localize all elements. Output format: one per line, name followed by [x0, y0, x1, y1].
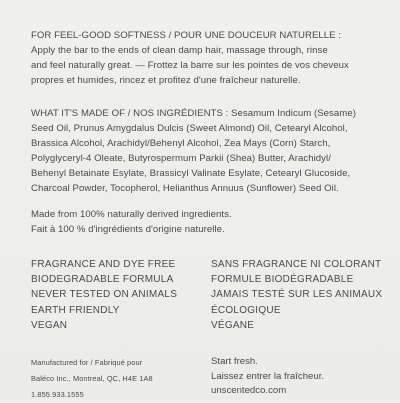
tagline-en: Start fresh.	[211, 356, 258, 368]
claim-item: BIODEGRADABLE FORMULA	[31, 274, 174, 286]
instructions-section	[31, 28, 386, 88]
claims-section	[31, 257, 386, 333]
claim-item: VEGAN	[31, 319, 68, 331]
ingredients-line: Polyglyceryl-4 Oleate, Butyrospermum Parkii (Shea) Butter, Arachidyl/	[31, 153, 331, 164]
claim-item: ÉCOLOGIQUE	[211, 304, 281, 316]
ingredients-line: Seed Oil, Prunus Amygdalus Dulcis (Sweet Almond) Oil, Cetearyl Alcohol,	[31, 123, 348, 134]
origin-line-en: Made from 100% naturally derived ingredients.	[31, 209, 232, 220]
claim-item: SANS FRAGRANCE NI COLORANT	[211, 259, 382, 270]
footer	[31, 355, 386, 403]
ingredients-line: Brassica Alcohol, Arachidyl/Behenyl Alcohol, Zea Mays (Corn) Starch,	[31, 138, 331, 149]
manufacturer-label: Manufactured for / Fabriqué pour	[31, 358, 143, 368]
ingredients-line: Charcoal Powder, Tocopherol, Helianthus Annuus (Sunflower) Seed Oil.	[31, 183, 339, 194]
claims-english	[31, 257, 211, 333]
instructions-line: and feel naturally great. — Frottez la barre sur les pointes de vos cheveux	[31, 60, 349, 71]
origin-line-fr: Fait à 100 % d'ingrédients d'origine naturelle.	[31, 224, 225, 235]
claim-item: JAMAIS TESTÉ SUR LES ANIMAUX	[211, 289, 383, 301]
instructions-line: Apply the bar to the ends of clean damp hair, massage through, rinse	[31, 45, 328, 56]
instructions-line: propres et humides, rincez et profitez d'une fraîcheur naturelle.	[31, 75, 301, 86]
tagline-block	[211, 355, 386, 403]
ingredients-section	[31, 106, 386, 196]
claim-item: EARTH FRIENDLY	[31, 304, 120, 316]
claim-item: NEVER TESTED ON ANIMALS	[31, 289, 178, 301]
tagline-fr: Laissez entrer la fraîcheur.	[211, 370, 325, 382]
origin-statement	[31, 207, 386, 237]
ingredients-line: Behenyl Betainate Esylate, Brassicyl Valinate Esylate, Cetearyl Glucoside,	[31, 168, 351, 179]
claims-french	[211, 257, 386, 333]
claim-item: FORMULE BIODÉGRADABLE	[211, 274, 354, 286]
instructions-heading: FOR FEEL-GOOD SOFTNESS / POUR UNE DOUCEUR NATURELLE :	[31, 30, 342, 41]
manufacturer-address: Baléco Inc., Montreal, QC, H4E 1A8	[31, 374, 153, 384]
manufacturer-info	[31, 355, 211, 403]
manufacturer-phone: 1.855.933.1555	[31, 390, 84, 400]
claim-item: FRAGRANCE AND DYE FREE	[31, 259, 176, 270]
ingredients-heading-line: WHAT IT'S MADE OF / NOS INGRÉDIENTS : Sesamum Indicum (Sesame)	[31, 108, 356, 119]
website-url: unscentedco.com	[211, 385, 287, 397]
claim-item: VÉGANE	[211, 319, 255, 331]
